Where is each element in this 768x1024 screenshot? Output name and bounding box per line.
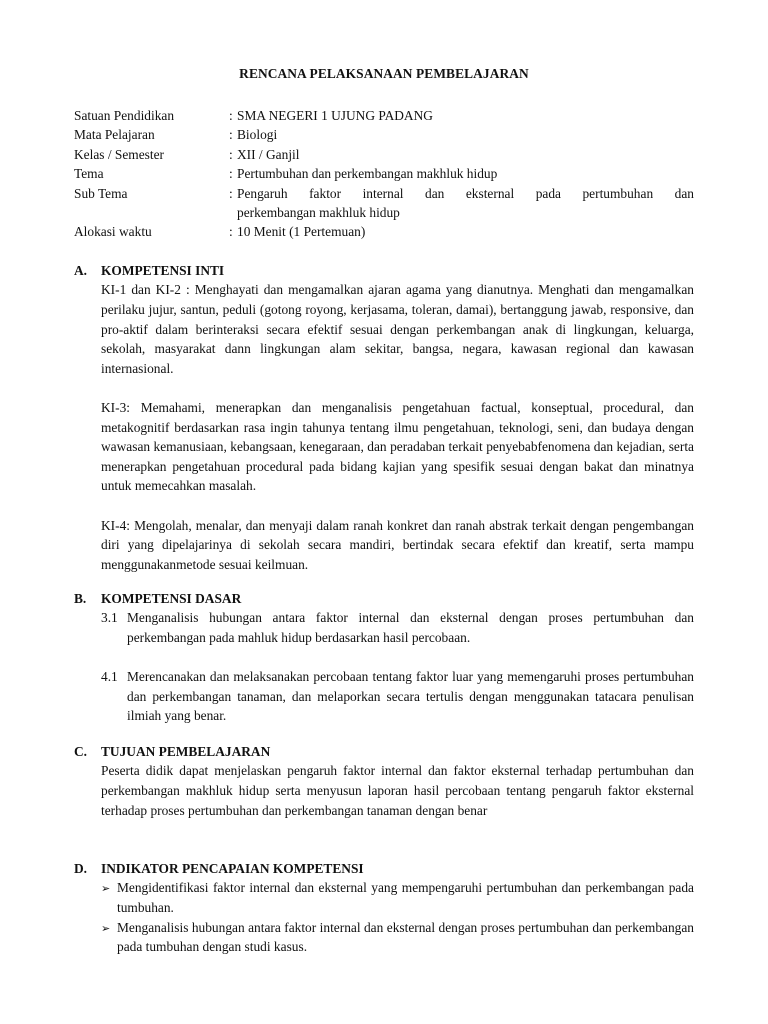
info-key: Sub Tema: [74, 185, 128, 201]
section-heading: [74, 742, 694, 761]
document-title: RENCANA PELAKSANAAN PEMBELAJARAN: [239, 66, 529, 81]
paragraph-tujuan: Peserta didik dapat menjelaskan pengaruh faktor internal dan faktor eksternal terhadap pertumbuhan dan perkembangan makhluk hidup serta menyusun laporan hasil percobaan tentang pengaruh faktor eksternal terhadap proses pertumbuhan dan perkembangan tanaman dengan benar: [101, 763, 694, 818]
info-row-kelas-semester: [74, 145, 694, 164]
kd-item: [101, 667, 694, 726]
info-key: Alokasi waktu: [74, 224, 152, 240]
info-colon: :: [229, 127, 233, 143]
info-value: Pertumbuhan dan perkembangan makhluk hidup: [237, 166, 498, 182]
info-row-tema: [74, 164, 694, 183]
identity-table: [74, 106, 694, 242]
kd-text: Merencanakan dan melaksanakan percobaan tentang faktor luar yang memengaruhi proses pertumbuhan dan perkembangan tanaman, dan melaporkan secara tertulis dengan menggunakan tatacara penulisan ilmiah yang benar.: [127, 669, 694, 724]
section-heading: [74, 859, 694, 878]
section-letter: A.: [74, 263, 88, 278]
indicator-item: [101, 878, 694, 917]
info-colon: :: [229, 185, 233, 201]
section-indikator: [74, 859, 694, 957]
info-row-sub-tema-continued: [74, 203, 694, 222]
section-letter: D.: [74, 861, 88, 876]
info-key: Kelas / Semester: [74, 146, 164, 162]
info-colon: :: [229, 224, 233, 240]
info-row-alokasi-waktu: [74, 222, 694, 241]
info-value: Pengaruh faktor internal dan eksternal pada pertumbuhan dan: [237, 185, 694, 201]
section-heading: [74, 261, 694, 280]
section-heading: [74, 589, 694, 608]
info-value: XII / Ganjil: [237, 146, 300, 162]
arrow-bullet-icon: ➢: [101, 921, 111, 935]
section-title: TUJUAN PEMBELAJARAN: [101, 744, 271, 759]
arrow-bullet-icon: ➢: [101, 882, 111, 896]
section-kompetensi-dasar: [74, 589, 694, 726]
info-value: 10 Menit (1 Pertemuan): [237, 224, 366, 240]
info-value-continued: perkembangan makhluk hidup: [237, 205, 400, 221]
section-letter: C.: [74, 744, 88, 759]
kd-text: Menganalisis hubungan antara faktor internal dan eksternal dengan proses pertumbuhan dan perkembangan pada mahluk hidup berdasarkan hasil percobaan.: [127, 610, 694, 645]
kd-number: 4.1: [101, 669, 118, 685]
info-row-sub-tema: [74, 184, 694, 203]
info-row-satuan-pendidikan: [74, 106, 694, 125]
kd-item: [101, 608, 694, 647]
info-value: Biologi: [237, 127, 278, 143]
paragraph-ki-4: KI-4: Mengolah, menalar, dan menyaji dalam ranah konkret dan ranah abstrak terkait dengan pengembangan diri yang dipelajarinya di sekolah secara mandiri, bertindak secara efektif dan kreatif, serta mampu menggunakanmetode sesuai keilmuan.: [101, 517, 694, 572]
info-key: Satuan Pendidikan: [74, 108, 175, 123]
indicator-text: Mengidentifikasi faktor internal dan eksternal yang mempengaruhi pertumbuhan dan perkembangan pada tumbuhan.: [117, 880, 694, 915]
info-key: Mata Pelajaran: [74, 127, 155, 143]
kd-number: 3.1: [101, 610, 118, 626]
section-letter: B.: [74, 591, 87, 606]
paragraph-ki-3: KI-3: Memahami, menerapkan dan menganalisis pengetahuan factual, konseptual, procedural, dan metakognitif berdasarkan rasa ingin tahunya tentang ilmu pengetahuan, teknologi, seni, dan budaya dengan wawasan kemanusiaan, kebangsaan, kenegaraan, dan peradaban terkait penyebabfenomena dan kejadian, serta menerapkan pengetahuan procedural pada bidang kajian yang spesifik sesuai dengan bakat dan minatnya untuk memecahkan masalah.: [101, 399, 694, 494]
info-colon: :: [229, 146, 233, 162]
info-colon: :: [229, 108, 233, 123]
info-row-mata-pelajaran: [74, 125, 694, 144]
indicator-text: Menganalisis hubungan antara faktor internal dan eksternal dengan proses pertumbuhan dan perkembangan pada tumbuhan dengan studi kasus.: [117, 919, 694, 955]
indicator-item: [101, 918, 694, 957]
paragraph-ki-1-2: KI-1 dan KI-2 : Menghayati dan mengamalkan ajaran agama yang dianutnya. Menghati dan mengamalkan perilaku jujur, santun, peduli (gotong royong, kerjasama, toleran, damai), bertanggung jawab, responsive, dan pro-aktif dalam berinteraksi secara efektif sesuai dengan perkembangan anak di lingkungan, keluarga, sekolah, masyarakat dann lingkungan alam sekitar, bangsa, negara, kawasan regional dan kawasan internasional.: [101, 282, 694, 376]
section-title: INDIKATOR PENCAPAIAN KOMPETENSI: [101, 861, 364, 876]
info-value: SMA NEGERI 1 UJUNG PADANG: [237, 108, 433, 123]
info-key: Tema: [74, 166, 104, 182]
section-title: KOMPETENSI INTI: [101, 263, 225, 278]
section-kompetensi-inti: [74, 261, 694, 574]
section-tujuan-pembelajaran: [74, 742, 694, 820]
section-title: KOMPETENSI DASAR: [101, 591, 242, 606]
info-colon: :: [229, 166, 233, 182]
